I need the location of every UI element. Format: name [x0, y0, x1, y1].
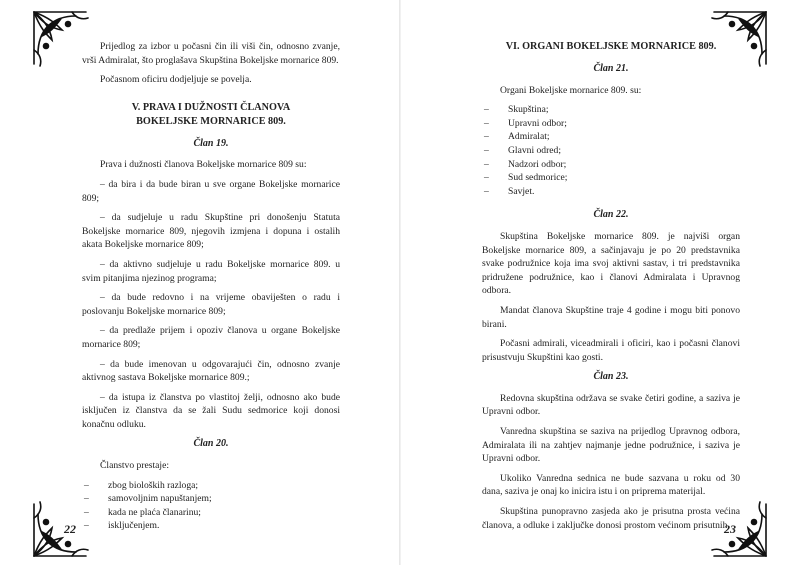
list-item: – zbog bioloških razloga; [82, 479, 340, 493]
list-item: – Admiralat; [482, 130, 740, 144]
list-item: – Upravni odbor; [482, 117, 740, 131]
article-20-title: Član 20. [193, 438, 229, 450]
page-number-right: 23 [724, 522, 736, 536]
left-page-text [82, 40, 340, 539]
list-item: – Nadzori odbor; [482, 158, 740, 172]
article-22-title: Član 22. [593, 209, 629, 221]
article-19-item: – da bude redovno i na vrijeme obaviješten o radu i poslovanju Bokeljske mornarice 809; [82, 292, 340, 317]
article-19-item: – da bude imenovan u odgovarajući čin, odnosno zvanje aktivnog sastava Bokeljske mornarice 809.; [82, 358, 340, 384]
list-item: – samovoljnim napuštanjem; [82, 492, 340, 506]
article-22-paragraph: Počasni admirali, viceadmirali i oficiri, kao i počasni članovi prisustvuju Skupštini kao gosti. [482, 338, 740, 363]
list-item: – kada ne plaća članarinu; [82, 506, 340, 520]
article-21-lead: Organi Bokeljske mornarice 809. su: [500, 84, 642, 96]
page-number-left: 22 [64, 522, 76, 536]
section-heading-v: V. PRAVA I DUŽNOSTI ČLANOVA BOKELJSKE MORNARICE 809. [131, 101, 291, 127]
article-19-item: – da predlaže prijem i opoziv članova u organe Bokeljske mornarice 809; [82, 325, 340, 350]
article-20-lead: Članstvo prestaje: [100, 460, 170, 472]
article-19-item: – da aktivno sudjeluje u radu Bokeljske mornarice 809. u svim pitanjima njezinog programa; [82, 258, 340, 284]
article-19-title: Član 19. [193, 137, 229, 149]
article-22-paragraph: Mandat članova Skupštine traje 4 godine i mogu biti ponovo birani. [482, 304, 740, 330]
article-23-title: Član 23. [593, 371, 629, 383]
list-item: – isključenjem. [82, 519, 340, 533]
article-21-list [482, 103, 740, 198]
list-item: – Skupština; [482, 103, 740, 117]
article-22-paragraph: Skupština Bokeljske mornarice 809. je najviši organ Bokeljske mornarice 809, a sačinjavaju je po 20 predstavnika svake podružnice koja ima svoj aktivni sastav, i tri predstavnika pridružene podružnice, kao i članovi Admiralata i Upravnog odbora. [482, 230, 740, 297]
article-20-list [82, 479, 340, 533]
article-23-paragraph: Redovna skupština održava se svake četiri godine, a saziva je Upravni odbor. [482, 392, 740, 418]
right-page-text [482, 34, 740, 538]
intro-paragraph: Počasnom oficiru dodjeljuje se povelja. [100, 74, 252, 86]
right-page [400, 0, 800, 565]
section-heading-vi: VI. ORGANI BOKELJSKE MORNARICE 809. [505, 41, 717, 52]
list-item: – Glavni odred; [482, 144, 740, 158]
article-21-title: Član 21. [593, 63, 629, 74]
list-item: – Sud sedmorice; [482, 171, 740, 185]
article-19-item: – da bira i da bude biran u sve organe Bokeljske mornarice 809; [82, 178, 340, 204]
article-23-paragraph: Skupština punopravno zasjeda ako je prisutna prosta većina članova, a odluke i zaključke donosi prostom većinom prisutnih. [482, 506, 740, 531]
article-23-paragraph: Ukoliko Vanredna sednica ne bude sazvana u roku od 30 dana, saziva je onaj ko inicira istu i on priprema materijal. [482, 472, 740, 498]
article-19-item: – da sudjeluje u radu Skupštine pri donošenju Statuta Bokeljske mornarice 809, njegovih izmjena i dopuna i ostalih akata Bokeljske mornarice 809; [82, 212, 340, 251]
article-19-lead: Prava i dužnosti članova Bokeljske mornarice 809 su: [100, 159, 307, 171]
article-19-item: – da istupa iz članstva po vlastitoj želji, odnosno ako bude isključen iz članstva da se žali Sudu sedmorice koji donosi konačnu odluku. [82, 391, 340, 430]
intro-paragraph: Prijedlog za izbor u počasni čin ili viši čin, odnosno zvanje, vrši Admiralat, što proglašava Skupština Bokeljske mornarice 809. [82, 41, 340, 66]
list-item: – Savjet. [482, 185, 740, 199]
article-23-paragraph: Vanredna skupština se saziva na prijedlog Upravnog odbora, Admiralata ili na zahtjev najmanje jedne podružnice, i saziva je Upravni odbor. [482, 426, 740, 465]
